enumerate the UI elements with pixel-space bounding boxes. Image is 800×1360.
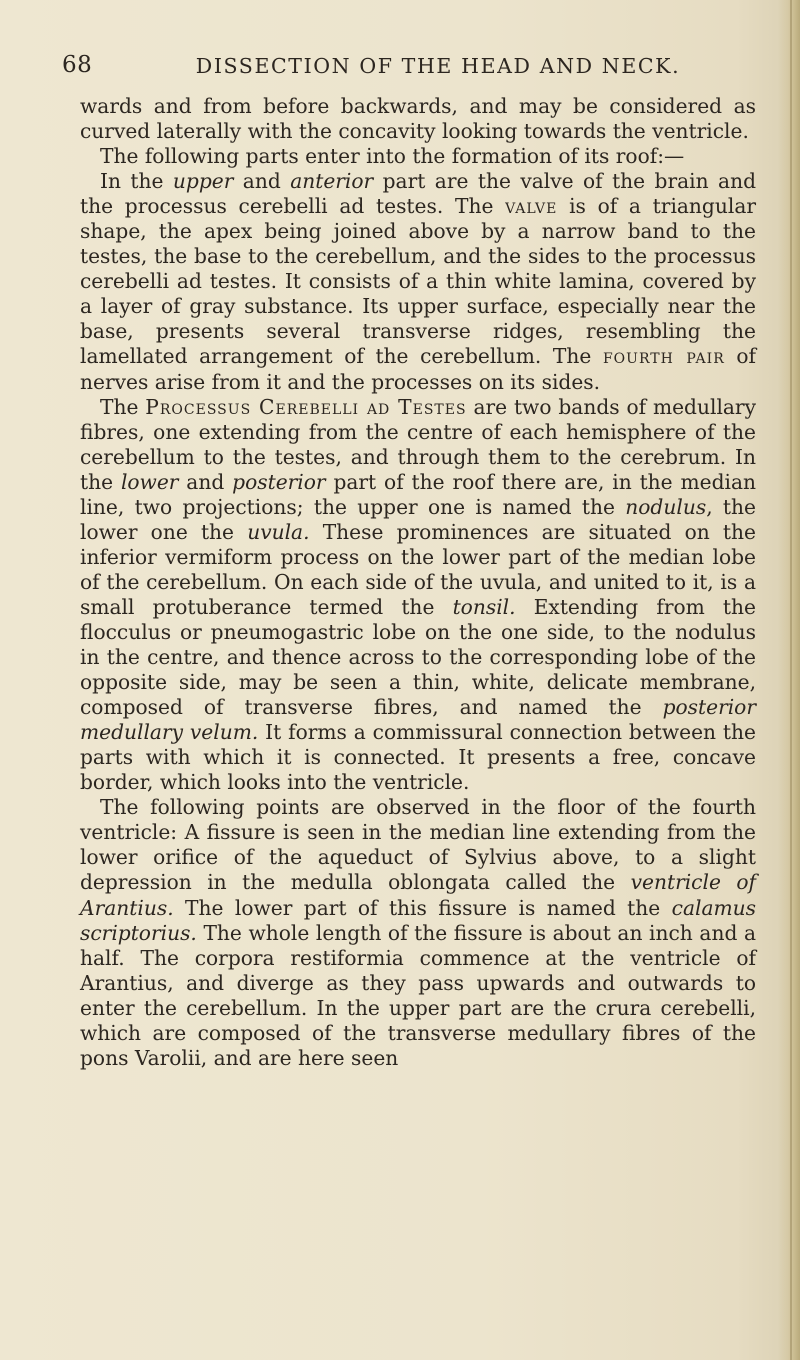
paragraph-floor [80,795,756,1071]
page-edge-shadow [778,0,800,1360]
text-run: and [178,469,233,494]
text-run: The following points are observed in the floor of the fourth ventricle: A fissure is seen in the median line extending from the lower orifice of the aqueduct of Sylvius above, to a slight depression in the medulla oblongata called the [80,795,756,895]
text-run: are two bands of medullary fibres, one extending from the centre of each hemisphere of the cerebellum to the testes, and through them to the cerebrum. In the [80,394,756,494]
paragraph-processus [80,395,756,796]
italic-term-nodulus: nodulus [625,494,707,519]
text-run: The [100,394,146,419]
text-run: These prominences are situated on the inferior vermiform process on the lower part of the median lobe of the cerebellum. On each side of the uvula, and united to it, is a small protuberance termed the [80,519,756,619]
text-run: is of a triangular shape, the apex being joined above by a narrow band to the testes, the base to the cerebellum, and the sides to the processus cerebelli ad testes. It consists of a thin white lamina, covered by a layer of gray substance. Its upper surface, especially near the base, presents several transverse ridges, resembling the lamellated arrangement of the cerebellum. The [80,194,757,369]
page-number: 68 [62,52,93,78]
text-run: The lower part of this fissure is named the [173,895,672,920]
italic-term-lower: lower [120,469,179,494]
italic-term-ventricle-of-arantius: ventricle of Arantius. [80,870,757,920]
running-head: DISSECTION OF THE HEAD AND NECK. [195,54,681,78]
text-run: It forms a commissural connection between the parts with which it is connected. It presents a free, concave border, which looks into the ventricle. [80,720,756,795]
text-run: and [233,169,291,194]
paragraph-continuation: wards and from before backwards, and may be considered as curved laterally with the concavity looking towards the ventricle. [80,94,756,144]
text-run: , the lower one the [80,494,756,544]
text-run: part of the roof there are, in the median line, two projections; the upper one is named the [80,469,757,519]
paragraph-valve [80,169,756,394]
italic-term-upper: upper [172,169,234,194]
text-run: Extending from the flocculus or pneumogastric lobe on the one side, to the nodulus in the centre, and thence across to the corresponding lobe of the opposite side, may be seen a thin, white, delicate membrane, composed of transverse fibres, and named the [80,594,756,720]
page-header [62,52,752,84]
text-run: In the [100,169,173,194]
small-caps-term-fourth-pair: fourth pair [602,344,725,369]
page-edge-line [790,0,792,1360]
italic-term-anterior: anterior [290,169,374,194]
text-run: of nerves arise from it and the processes on its sides. [80,344,756,394]
italic-term-calamus-scriptorius: calamus scriptorius. [80,895,756,945]
small-caps-heading-processus: Processus Cerebelli ad Testes [145,394,467,419]
italic-term-tonsil: tonsil. [452,594,516,619]
italic-term-posterior: posterior [232,469,326,494]
italic-term-posterior-medullary-velum: posterior medullary velum. [80,695,756,745]
text-run: The whole length of the fissure is about an inch and a half. The corpora restiformia commence at the ventricle of Arantius, and diverge as they pass upwards and outwards to enter the cerebellum. In the upper part are the crura cerebelli, which are composed of the transverse medullary fibres of the pons Varolii, and are here seen [80,920,756,1070]
paragraph-roof-intro: The following parts enter into the formation of its roof:— [100,144,685,169]
small-caps-term-valve: valve [505,194,558,219]
italic-term-uvula: uvula. [247,519,310,544]
body-text [80,94,756,1071]
text-run: part are the valve of the brain and the processus cerebelli ad testes. The [80,169,757,219]
